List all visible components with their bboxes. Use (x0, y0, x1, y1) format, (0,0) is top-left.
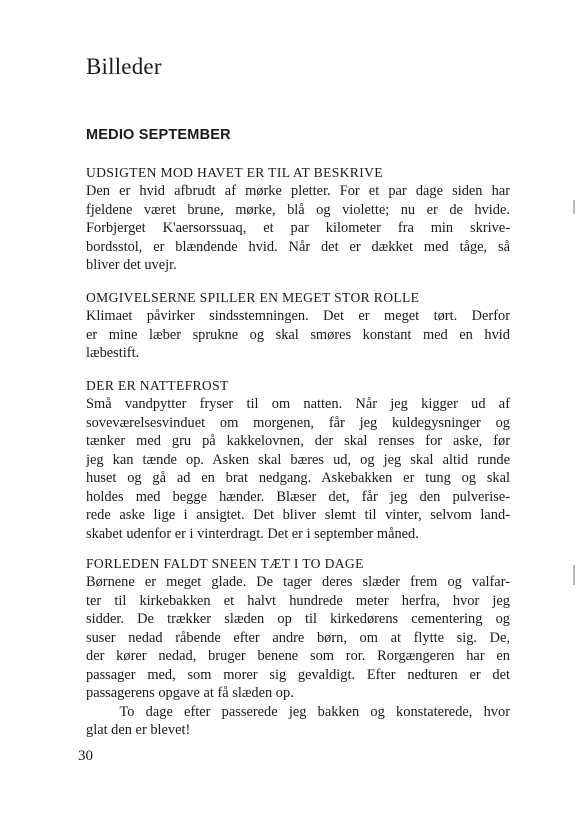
page-number: 30 (78, 748, 93, 764)
text-line: fjeldene været brune, mørke, blå og violette; nu er de hvide. (86, 201, 510, 218)
text-line: Små vandpytter fryser til om natten. Når jeg kigger ud af (86, 396, 510, 412)
text-line: ter til kirkebakken et halvt hundrede meter herfra, hvor jeg (86, 592, 510, 609)
text-line: jeg kan tænde op. Asken skal bæres ud, og jeg skal altid runde (86, 451, 510, 468)
text-line: rede aske lige i ansigtet. Det bliver slemt til vinter, selvom land- (86, 507, 510, 523)
scan-edge-mark (573, 565, 575, 585)
text-line: soveværelsesvinduet om morgenen, får jeg kuldegysninger og (86, 414, 510, 431)
text-line: skabet udenfor er i vinterdragt. Det er i september måned. (86, 525, 419, 542)
text-line: tænker med gru på kakkelovnen, der skal renses for aske, før (86, 433, 510, 449)
text-line: holdes med begge hænder. Blæser det, får jeg den pulverise- (86, 488, 510, 505)
text-line: huset og gå ad en brat nedgang. Askebakken er tung og skal (86, 470, 510, 486)
text-line: Klimaet påvirker sindsstemningen. Det er meget tørt. Derfor (86, 308, 510, 324)
section-heading: DER ER NATTEFROST (86, 378, 229, 393)
scan-edge-mark (573, 200, 575, 214)
section-udsigten (86, 163, 510, 275)
text-line: der kører nedad, bruger benene som ror. Rorgængeren har en (86, 648, 510, 664)
subtitle: MEDIO SEPTEMBER (86, 127, 231, 143)
text-line: suser nedad råbende efter andre børn, om at flytte sig. De, (86, 629, 510, 646)
text-line: læbestift. (86, 345, 140, 361)
text-line: glat den er blevet! (86, 722, 191, 738)
section-nattefrost (86, 376, 510, 543)
section-heading: FORLEDEN FALDT SNEEN TÆT I TO DAGE (86, 556, 364, 571)
section-omgivelserne (86, 288, 510, 363)
text-line: Den er hvid afbrudt af mørke pletter. For et par dage siden har (86, 183, 510, 199)
text-line: bordsstol, er blændende hvid. Når det er dækket med tåge, så (86, 238, 510, 255)
text-line: Børnene er meget glade. De tager deres slæder frem og valfar- (86, 574, 510, 590)
chapter-title: Billeder (86, 54, 162, 79)
section-sneen (86, 554, 510, 740)
text-line: passager med, som morer sig gevaldigt. Efter nedturen er det (86, 666, 510, 683)
text-line: To dage efter passerede jeg bakken og konstaterede, hvor (86, 703, 510, 720)
text-line: passagerens opgave at få slæden op. (86, 685, 294, 701)
text-line: Forbjerget K'aersorssuaq, et par kilometer fra min skrive- (86, 220, 510, 236)
section-heading: OMGIVELSERNE SPILLER EN MEGET STOR ROLLE (86, 290, 420, 305)
text-line: er mine læber sprukne og skal smøres konstant med en hvid (86, 326, 510, 343)
section-heading: UDSIGTEN MOD HAVET ER TIL AT BESKRIVE (86, 165, 383, 180)
text-line: bliver det uvejr. (86, 257, 177, 273)
text-line: sidder. De trækker slæden op til kirkedørens cementering og (86, 611, 510, 627)
